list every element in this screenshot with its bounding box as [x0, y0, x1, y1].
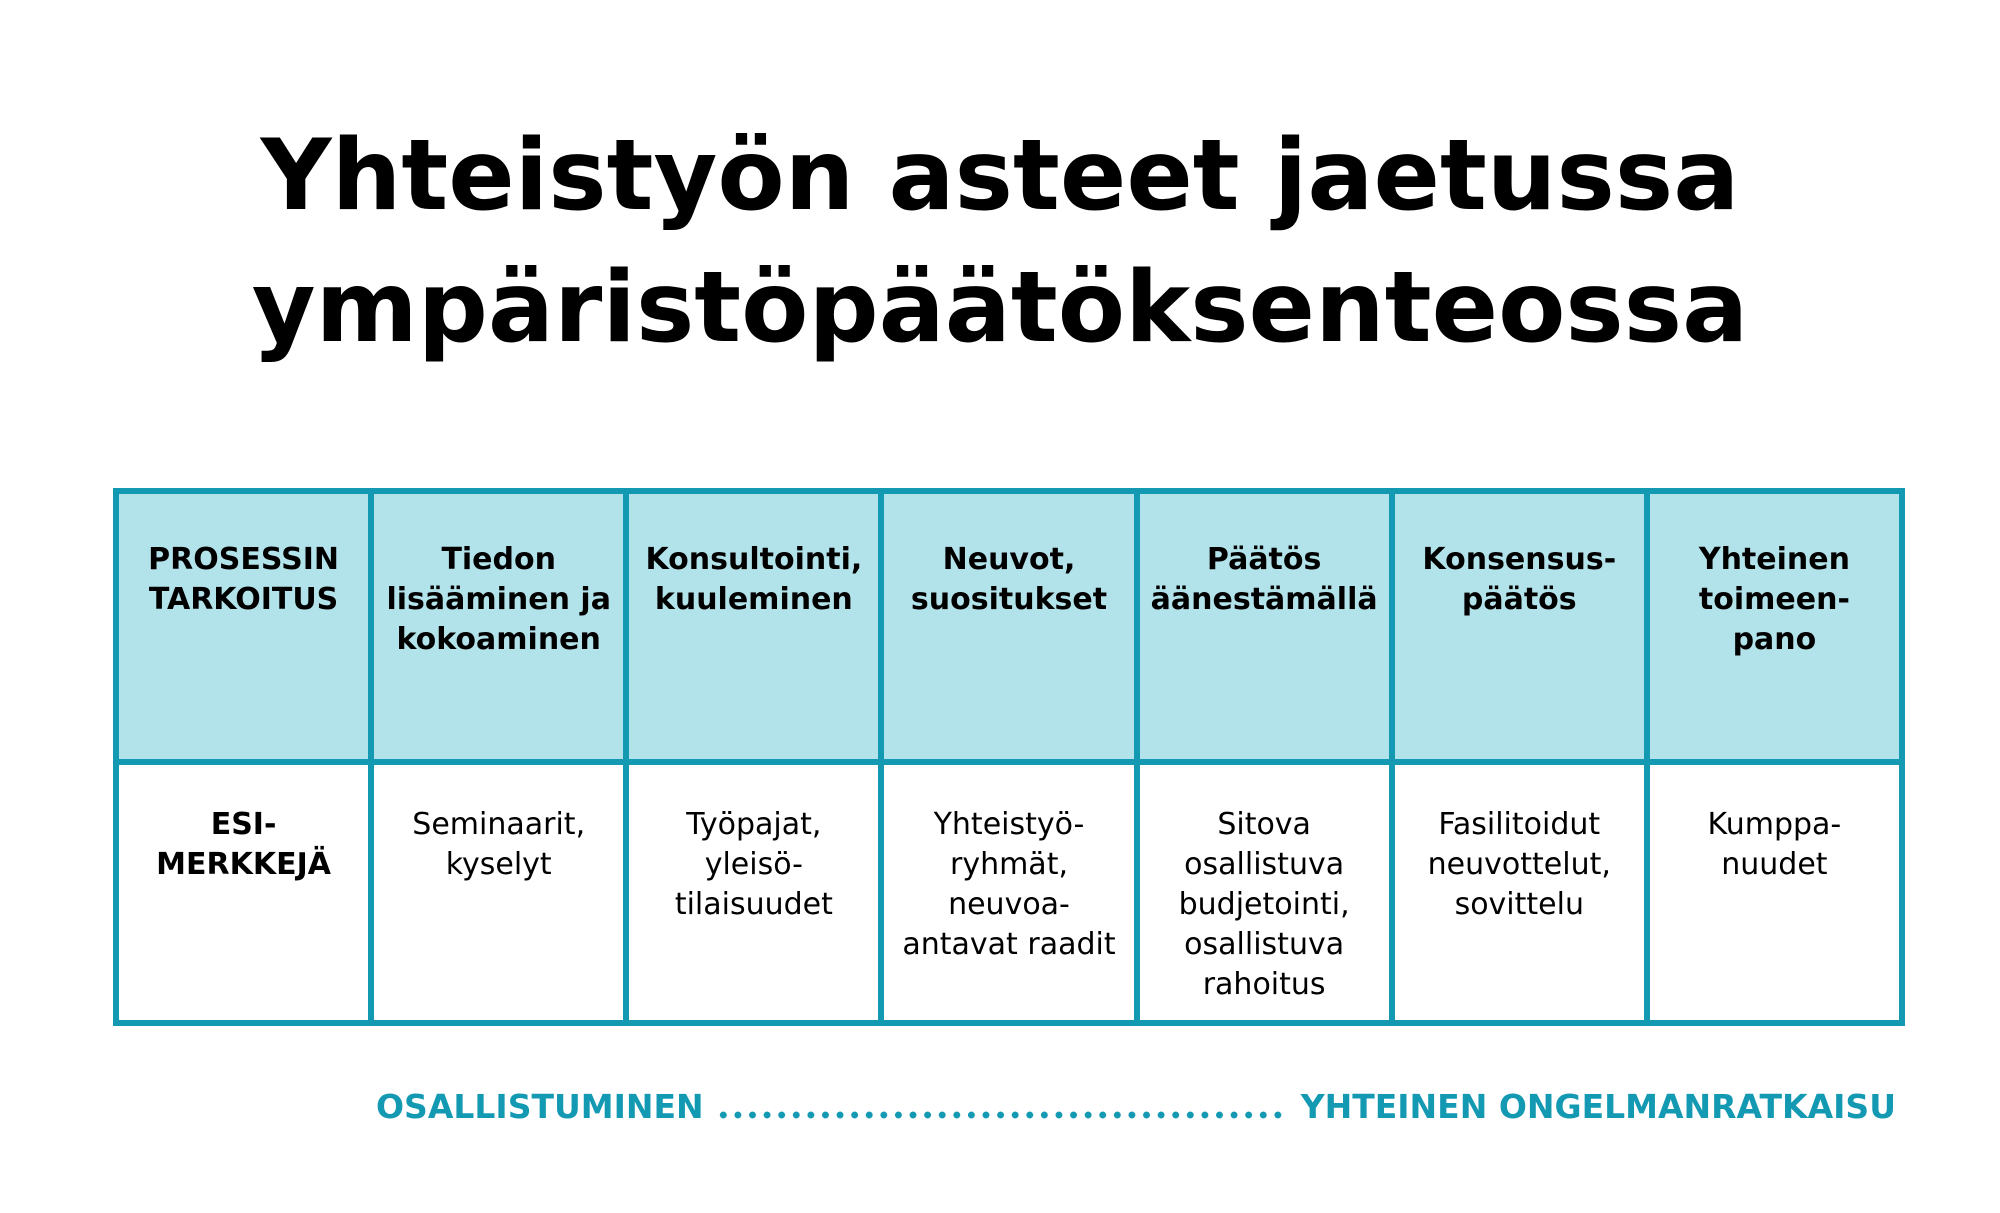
cell-line: Päätös — [1206, 542, 1322, 577]
header-cell-advice — [884, 494, 1133, 759]
example-cell-advice — [884, 765, 1133, 1020]
cell-line: kokoaminen — [396, 622, 601, 657]
header-cell-voting — [1140, 494, 1389, 759]
header-cell-consultation — [629, 494, 878, 759]
cell-line: budjetointi, — [1178, 887, 1350, 922]
example-cell-consultation — [629, 765, 878, 1020]
cell-line: Yhteinen — [1698, 542, 1850, 577]
cell-line: Yhteistyö- — [933, 807, 1085, 842]
cell-line: antavat raadit — [902, 927, 1116, 962]
diagram-title — [0, 110, 2000, 374]
header-cell-consensus — [1395, 494, 1644, 759]
example-cell-label — [119, 765, 368, 1020]
cell-line: kyselyt — [445, 847, 552, 882]
cell-line: tilaisuudet — [674, 887, 833, 922]
cell-line: ESI- — [210, 807, 277, 842]
cell-line: Konsultointi, — [645, 542, 863, 577]
collaboration-table — [113, 488, 1905, 1026]
cell-line: Tiedon — [441, 542, 556, 577]
header-cell-information — [374, 494, 623, 759]
cell-line: Työpajat, — [686, 807, 822, 842]
dotted-leader — [716, 1111, 1289, 1119]
cell-line: kuuleminen — [654, 582, 853, 617]
participation-scale — [376, 1084, 1896, 1128]
cell-line: sovittelu — [1454, 887, 1584, 922]
cell-line: PROSESSIN — [148, 542, 339, 577]
cell-line: Sitova — [1217, 807, 1311, 842]
cell-line: Neuvot, — [942, 542, 1076, 577]
example-cell-joint-implementation — [1650, 765, 1899, 1020]
cell-line: pano — [1732, 622, 1817, 657]
cell-line: rahoitus — [1202, 967, 1326, 1002]
cell-line: äänestämällä — [1150, 582, 1378, 617]
cell-line: TARKOITUS — [148, 582, 339, 617]
title-line-2: ympäristöpäätöksenteossa — [251, 251, 1749, 365]
cell-line: ryhmät, — [949, 847, 1068, 882]
cell-line: nuudet — [1721, 847, 1828, 882]
header-cell-joint-implementation — [1650, 494, 1899, 759]
cell-line: Seminaarit, — [412, 807, 586, 842]
cell-line: Kumppa- — [1707, 807, 1842, 842]
header-cell-purpose — [119, 494, 368, 759]
example-cell-information — [374, 765, 623, 1020]
cell-line: lisääminen ja — [386, 582, 611, 617]
cell-line: päätös — [1461, 582, 1577, 617]
title-line-1: Yhteistyön asteet jaetussa — [260, 119, 1740, 233]
example-cell-voting — [1140, 765, 1389, 1020]
cell-line: neuvottelut, — [1427, 847, 1611, 882]
cell-line: Konsensus- — [1422, 542, 1617, 577]
cell-line: Fasilitoidut — [1438, 807, 1601, 842]
cell-line: suositukset — [910, 582, 1108, 617]
cell-line: osallistuva — [1184, 927, 1345, 962]
cell-line: MERKKEJÄ — [156, 847, 331, 882]
example-cell-consensus — [1395, 765, 1644, 1020]
scale-left-label: OSALLISTUMINEN — [376, 1086, 704, 1126]
cell-line: yleisö- — [704, 847, 803, 882]
cell-line: toimeen- — [1698, 582, 1850, 617]
scale-right-label: YHTEINEN ONGELMANRATKAISU — [1300, 1086, 1896, 1126]
cell-line: neuvoa- — [948, 887, 1070, 922]
cell-line: osallistuva — [1184, 847, 1345, 882]
